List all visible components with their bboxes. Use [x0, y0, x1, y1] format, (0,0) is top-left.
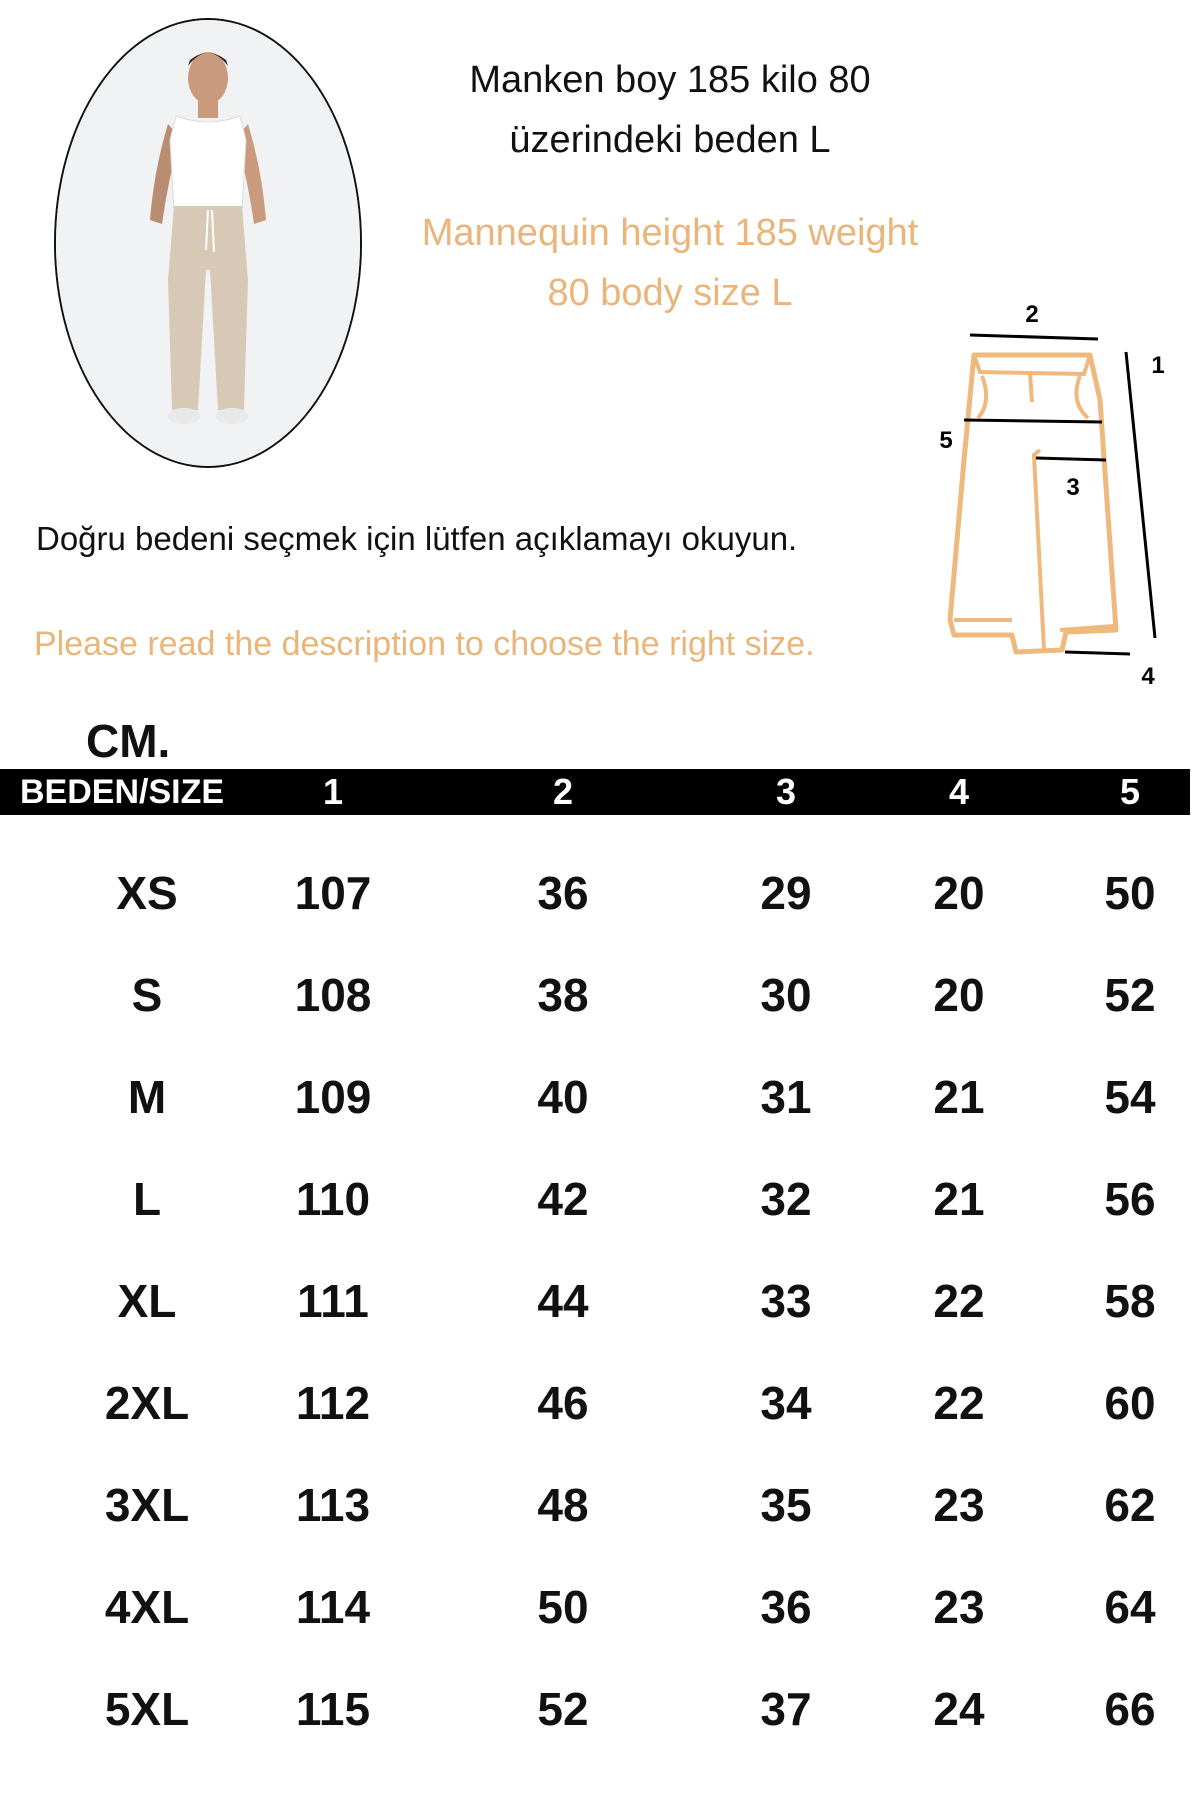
measurement-cell-4: 24	[933, 1683, 985, 1735]
measurement-cell-5: 50	[1104, 867, 1156, 919]
measurement-cell-5: 62	[1104, 1479, 1156, 1531]
measurement-cell-1: 112	[295, 1377, 371, 1429]
measurement-cell-5: 60	[1104, 1377, 1156, 1429]
measurement-cell-1: 114	[295, 1581, 371, 1633]
model-photo	[54, 18, 362, 468]
measurement-cell-1: 110	[295, 1173, 371, 1225]
table-row	[0, 950, 1200, 1040]
measurement-cell-3: 29	[760, 867, 812, 919]
measurement-cell-3: 34	[760, 1377, 812, 1429]
measurement-cell-4: 20	[933, 867, 985, 919]
size-cell: XS	[116, 867, 178, 919]
measurement-cell-3: 33	[760, 1275, 812, 1327]
unit-label: CM.	[86, 715, 171, 767]
size-cell: 3XL	[104, 1479, 190, 1531]
size-note-en: Please read the description to choose the right size.	[34, 625, 815, 663]
measurement-cell-5: 64	[1104, 1581, 1156, 1633]
header-col-2: 2	[552, 771, 574, 812]
measurement-cell-4: 23	[933, 1581, 985, 1633]
size-cell: XL	[117, 1275, 177, 1327]
table-row	[0, 1052, 1200, 1142]
size-cell: 4XL	[104, 1581, 190, 1633]
diagram-label-2: 2	[1025, 301, 1039, 328]
model-info-tr-line1: Manken boy 185 kilo 80	[469, 59, 871, 101]
header-col-1: 1	[322, 771, 344, 812]
table-row	[0, 1358, 1200, 1448]
measurement-cell-5: 66	[1104, 1683, 1156, 1735]
measurement-cell-2: 42	[537, 1173, 589, 1225]
table-row	[0, 848, 1200, 938]
measurement-cell-1: 115	[295, 1683, 371, 1735]
measurement-cell-2: 50	[537, 1581, 589, 1633]
measurement-cell-4: 21	[933, 1071, 985, 1123]
model-info-en-line1: Mannequin height 185 weight	[421, 212, 919, 254]
header-col-4: 4	[948, 771, 970, 812]
diagram-label-1: 1	[1151, 352, 1165, 379]
measurement-cell-4: 21	[933, 1173, 985, 1225]
diagram-label-3: 3	[1066, 474, 1080, 501]
measurement-cell-3: 36	[760, 1581, 812, 1633]
measurement-cell-5: 54	[1104, 1071, 1156, 1123]
measurement-cell-2: 52	[537, 1683, 589, 1735]
measurement-cell-3: 31	[760, 1071, 812, 1123]
measurement-cell-4: 20	[933, 969, 985, 1021]
measurement-cell-2: 48	[537, 1479, 589, 1531]
measurement-cell-3: 35	[760, 1479, 812, 1531]
measurement-cell-2: 46	[537, 1377, 589, 1429]
header-size: BEDEN/SIZE	[20, 773, 225, 811]
model-info-tr-line2: üzerindeki beden L	[509, 119, 831, 161]
measurement-cell-5: 56	[1104, 1173, 1156, 1225]
size-note-tr: Doğru bedeni seçmek için lütfen açıklamayı okuyun.	[36, 520, 798, 557]
table-row	[0, 1664, 1200, 1754]
pants-measurement-diagram	[930, 290, 1170, 690]
measurement-cell-3: 30	[760, 969, 812, 1021]
size-cell: 5XL	[104, 1683, 190, 1735]
diagram-label-5: 5	[939, 427, 953, 454]
model-info-en-line2: 80 body size L	[547, 272, 793, 314]
measurement-cell-1: 109	[294, 1071, 372, 1123]
table-row	[0, 1460, 1200, 1550]
header-col-3: 3	[775, 771, 797, 812]
measurement-cell-3: 37	[760, 1683, 812, 1735]
measurement-cell-4: 22	[933, 1275, 985, 1327]
diagram-label-4: 4	[1141, 663, 1155, 690]
measurement-cell-2: 38	[537, 969, 589, 1021]
measurement-cell-1: 111	[297, 1275, 369, 1327]
size-cell: M	[127, 1071, 167, 1123]
model-info-tr	[400, 50, 940, 170]
measurement-cell-5: 58	[1104, 1275, 1156, 1327]
model-figure-illustration	[56, 20, 360, 466]
measurement-cell-2: 44	[537, 1275, 589, 1327]
size-cell: 2XL	[104, 1377, 190, 1429]
table-row	[0, 1256, 1200, 1346]
measurement-cell-1: 107	[294, 867, 372, 919]
size-cell: L	[132, 1173, 162, 1225]
measurement-cell-1: 108	[294, 969, 372, 1021]
measurement-cell-2: 36	[537, 867, 589, 919]
measurement-cell-4: 22	[933, 1377, 985, 1429]
table-row	[0, 1154, 1200, 1244]
measurement-cell-2: 40	[537, 1071, 589, 1123]
header-col-5: 5	[1119, 771, 1141, 812]
measurement-cell-4: 23	[933, 1479, 985, 1531]
measurement-cell-5: 52	[1104, 969, 1156, 1021]
model-info-en	[380, 203, 960, 323]
size-table-header	[0, 769, 1190, 815]
measurement-cell-1: 113	[295, 1479, 371, 1531]
size-cell: S	[131, 969, 163, 1021]
measurement-cell-3: 32	[760, 1173, 812, 1225]
table-row	[0, 1562, 1200, 1652]
